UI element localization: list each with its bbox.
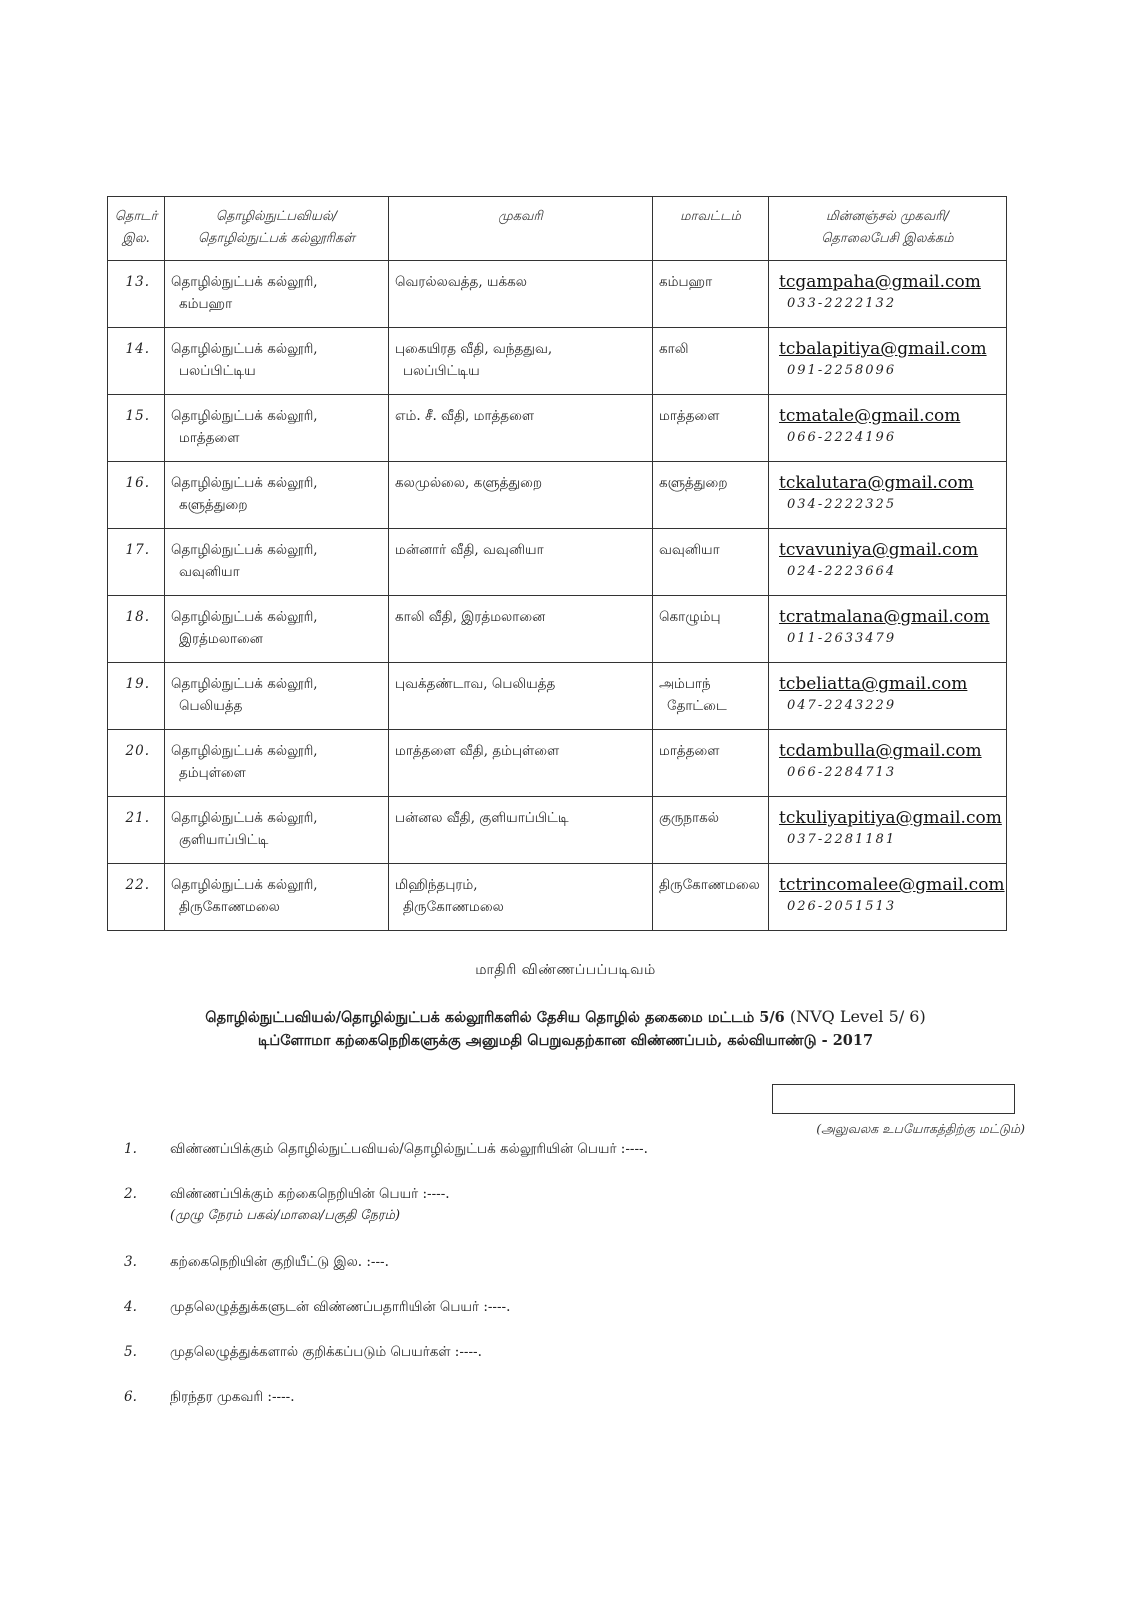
form-item-number: 3. bbox=[124, 1254, 137, 1270]
table-row bbox=[108, 730, 1007, 797]
contact-cell bbox=[769, 462, 1007, 529]
contact-cell bbox=[769, 797, 1007, 864]
row-number: 16. bbox=[108, 462, 165, 529]
district-cell bbox=[653, 663, 769, 730]
district-cell bbox=[653, 395, 769, 462]
form-item-note: (முழு நேரம் பகல்/மாலை/பகுதி நேரம்) bbox=[170, 1208, 401, 1223]
header-address: முகவரி bbox=[389, 197, 653, 261]
institution-cell bbox=[165, 462, 389, 529]
address-line1: மிஹிந்தபுரம், bbox=[395, 877, 478, 893]
address-line1: புவக்தண்டாவ, பெலியத்த bbox=[395, 676, 556, 692]
phone-number: 024-2223664 bbox=[787, 564, 897, 579]
header-institution-line2: தொழில்நுட்பக் கல்லூரிகள் bbox=[197, 231, 356, 246]
district-cell bbox=[653, 261, 769, 328]
email-link[interactable]: tcgampaha@gmail.com bbox=[779, 272, 981, 292]
row-number: 17. bbox=[108, 529, 165, 596]
institution-line2: பெலியத்த bbox=[179, 698, 243, 714]
district-line2: தோட்டை bbox=[667, 698, 727, 714]
institution-line1: தொழில்நுட்பக் கல்லூரி, bbox=[171, 877, 318, 893]
institution-line2: மாத்தளை bbox=[179, 430, 240, 446]
table-row bbox=[108, 328, 1007, 395]
address-cell bbox=[389, 864, 653, 931]
row-number: 19. bbox=[108, 663, 165, 730]
address-line1: வெரல்லவத்த, யக்கல bbox=[395, 274, 527, 290]
address-cell bbox=[389, 730, 653, 797]
institution-cell bbox=[165, 328, 389, 395]
institution-cell bbox=[165, 663, 389, 730]
contact-cell bbox=[769, 261, 1007, 328]
table-row bbox=[108, 395, 1007, 462]
row-number: 21. bbox=[108, 797, 165, 864]
district-cell bbox=[653, 864, 769, 931]
institution-line1: தொழில்நுட்பக் கல்லூரி, bbox=[171, 609, 318, 625]
phone-number: 066-2224196 bbox=[787, 430, 897, 445]
form-item-label: விண்ணப்பிக்கும் கற்கைநெறியின் பெயர் :----. bbox=[170, 1186, 450, 1202]
form-item-number: 6. bbox=[124, 1389, 137, 1405]
address-cell bbox=[389, 596, 653, 663]
header-serial-line1: தொடர் bbox=[114, 209, 158, 224]
phone-number: 091-2258096 bbox=[787, 363, 897, 378]
contact-cell bbox=[769, 395, 1007, 462]
district-cell bbox=[653, 730, 769, 797]
contact-cell bbox=[769, 730, 1007, 797]
institution-cell bbox=[165, 596, 389, 663]
phone-number: 026-2051513 bbox=[787, 899, 897, 914]
address-cell bbox=[389, 663, 653, 730]
college-table bbox=[107, 196, 1007, 931]
district-line1: காலி bbox=[659, 341, 689, 357]
district-line1: குருநாகல் bbox=[659, 810, 719, 826]
form-title-line2: டிப்ளோமா கற்கைநெறிகளுக்கு அனுமதி பெறுவதற்கான விண்ணப்பம், கல்வியாண்டு - 2017 bbox=[257, 1032, 874, 1049]
address-line1: மன்னார் வீதி, வவுனியா bbox=[395, 542, 544, 558]
header-contact-line1: மின்னஞ்சல் முகவரி/ bbox=[825, 209, 950, 224]
contact-cell bbox=[769, 529, 1007, 596]
form-item-number: 1. bbox=[124, 1141, 137, 1157]
table-row bbox=[108, 462, 1007, 529]
institution-cell bbox=[165, 529, 389, 596]
district-cell bbox=[653, 797, 769, 864]
institution-line1: தொழில்நுட்பக் கல்லூரி, bbox=[171, 408, 318, 424]
institution-line2: இரத்மலானை bbox=[179, 631, 263, 647]
district-cell bbox=[653, 596, 769, 663]
address-line1: காலி வீதி, இரத்மலானை bbox=[395, 609, 546, 625]
table-row bbox=[108, 261, 1007, 328]
address-cell bbox=[389, 328, 653, 395]
table-row bbox=[108, 663, 1007, 730]
phone-number: 066-2284713 bbox=[787, 765, 897, 780]
phone-number: 037-2281181 bbox=[787, 832, 897, 847]
district-line1: கம்பஹா bbox=[659, 274, 713, 290]
office-use-box[interactable] bbox=[772, 1084, 1015, 1114]
form-item-number: 2. bbox=[124, 1186, 137, 1202]
institution-line2: வவுனியா bbox=[179, 564, 240, 580]
institution-line2: கம்பஹா bbox=[179, 296, 233, 312]
address-cell bbox=[389, 261, 653, 328]
address-line1: பன்னல வீதி, குளியாப்பிட்டி bbox=[395, 810, 569, 826]
contact-cell bbox=[769, 328, 1007, 395]
district-cell bbox=[653, 462, 769, 529]
address-line1: எம். சீ. வீதி, மாத்தளை bbox=[395, 408, 535, 424]
institution-line1: தொழில்நுட்பக் கல்லூரி, bbox=[171, 743, 318, 759]
phone-number: 033-2222132 bbox=[787, 296, 897, 311]
phone-number: 047-2243229 bbox=[787, 698, 897, 713]
institution-line2: களுத்துறை bbox=[179, 497, 248, 513]
form-item-number: 5. bbox=[124, 1344, 137, 1360]
institution-cell bbox=[165, 730, 389, 797]
header-contact-line2: தொலைபேசி இலக்கம் bbox=[821, 231, 954, 246]
row-number: 13. bbox=[108, 261, 165, 328]
table-row bbox=[108, 797, 1007, 864]
row-number: 22. bbox=[108, 864, 165, 931]
district-line1: களுத்துறை bbox=[659, 475, 728, 491]
email-link[interactable]: tcbalapitiya@gmail.com bbox=[779, 339, 987, 359]
address-line1: மாத்தளை வீதி, தம்புள்ளை bbox=[395, 743, 560, 759]
email-link[interactable]: tctrincomalee@gmail.com bbox=[779, 875, 1005, 895]
header-contact bbox=[769, 197, 1007, 261]
institution-line1: தொழில்நுட்பக் கல்லூரி, bbox=[171, 676, 318, 692]
institution-line2: பலப்பிட்டிய bbox=[179, 363, 256, 379]
phone-number: 034-2222325 bbox=[787, 497, 897, 512]
district-line1: அம்பாந் bbox=[659, 676, 711, 692]
address-cell bbox=[389, 395, 653, 462]
form-title-nvq: (NVQ Level 5/ 6) bbox=[789, 1007, 926, 1026]
institution-cell bbox=[165, 395, 389, 462]
contact-cell bbox=[769, 596, 1007, 663]
form-item-label: நிரந்தர முகவரி :----. bbox=[170, 1389, 295, 1405]
email-link[interactable]: tckalutara@gmail.com bbox=[779, 473, 974, 493]
address-cell bbox=[389, 797, 653, 864]
table-header-row bbox=[108, 197, 1007, 261]
email-link[interactable]: tcvavuniya@gmail.com bbox=[779, 540, 979, 560]
district-line1: திருகோணமலை bbox=[659, 877, 760, 893]
table-body bbox=[108, 261, 1007, 931]
header-serial-line2: இல. bbox=[122, 231, 150, 246]
email-link[interactable]: tcratmalana@gmail.com bbox=[779, 607, 990, 627]
form-item-label: முதலெழுத்துக்களுடன் விண்ணப்பதாரியின் பெயர் :----. bbox=[170, 1299, 511, 1315]
institution-cell bbox=[165, 797, 389, 864]
institution-line1: தொழில்நுட்பக் கல்லூரி, bbox=[171, 341, 318, 357]
email-link[interactable]: tcdambulla@gmail.com bbox=[779, 741, 982, 761]
table-row bbox=[108, 864, 1007, 931]
form-subtitle: மாதிரி விண்ணப்பப்படிவம் bbox=[475, 962, 656, 978]
phone-number: 011-2633479 bbox=[787, 631, 897, 646]
form-item-label: முதலெழுத்துக்களால் குறிக்கப்படும் பெயர்கள் :----. bbox=[170, 1344, 482, 1360]
email-link[interactable]: tckuliyapitiya@gmail.com bbox=[779, 808, 1002, 828]
email-link[interactable]: tcbeliatta@gmail.com bbox=[779, 674, 968, 694]
header-district: மாவட்டம் bbox=[653, 197, 769, 261]
address-line1: புகையிரத வீதி, வந்ததுவ, bbox=[395, 341, 553, 357]
form-item-number: 4. bbox=[124, 1299, 137, 1315]
institution-line1: தொழில்நுட்பக் கல்லூரி, bbox=[171, 274, 318, 290]
office-use-note: (அலுவலக உபயோகத்திற்கு மட்டும்) bbox=[816, 1121, 1025, 1136]
row-number: 18. bbox=[108, 596, 165, 663]
address-cell bbox=[389, 529, 653, 596]
institution-line2: தம்புள்ளை bbox=[179, 765, 246, 781]
form-item-label: கற்கைநெறியின் குறியீட்டு இல. :---. bbox=[170, 1254, 389, 1270]
institution-cell bbox=[165, 261, 389, 328]
institution-line2: திருகோணமலை bbox=[179, 899, 280, 915]
institution-line1: தொழில்நுட்பக் கல்லூரி, bbox=[171, 475, 318, 491]
address-line2: திருகோணமலை bbox=[403, 899, 504, 915]
form-item-label: விண்ணப்பிக்கும் தொழில்நுட்பவியல்/தொழில்நுட்பக் கல்லூரியின் பெயர் :----. bbox=[170, 1141, 648, 1157]
district-line1: வவுனியா bbox=[659, 542, 720, 558]
institution-line1: தொழில்நுட்பக் கல்லூரி, bbox=[171, 542, 318, 558]
form-title-line1 bbox=[0, 1007, 1131, 1028]
row-number: 15. bbox=[108, 395, 165, 462]
institution-line2: குளியாப்பிட்டி bbox=[179, 832, 269, 848]
header-institution-line1: தொழில்நுட்பவியல்/ bbox=[215, 209, 338, 224]
address-line2: பலப்பிட்டிய bbox=[403, 363, 480, 379]
district-line1: மாத்தளை bbox=[659, 408, 720, 424]
address-line1: கலமுல்லை, களுத்துறை bbox=[395, 475, 543, 491]
district-line1: கொழும்பு bbox=[659, 609, 721, 625]
district-line1: மாத்தளை bbox=[659, 743, 720, 759]
table-row bbox=[108, 529, 1007, 596]
table-row bbox=[108, 596, 1007, 663]
header-serial bbox=[108, 197, 165, 261]
row-number: 14. bbox=[108, 328, 165, 395]
district-cell bbox=[653, 529, 769, 596]
institution-line1: தொழில்நுட்பக் கல்லூரி, bbox=[171, 810, 318, 826]
contact-cell bbox=[769, 663, 1007, 730]
email-link[interactable]: tcmatale@gmail.com bbox=[779, 406, 961, 426]
district-cell bbox=[653, 328, 769, 395]
address-cell bbox=[389, 462, 653, 529]
form-title-line1-text: தொழில்நுட்பவியல்/தொழில்நுட்பக் கல்லூரிகளில் தேசிய தொழில் தகைமை மட்டம் 5/6 bbox=[205, 1009, 785, 1026]
row-number: 20. bbox=[108, 730, 165, 797]
institution-cell bbox=[165, 864, 389, 931]
contact-cell bbox=[769, 864, 1007, 931]
header-institution bbox=[165, 197, 389, 261]
